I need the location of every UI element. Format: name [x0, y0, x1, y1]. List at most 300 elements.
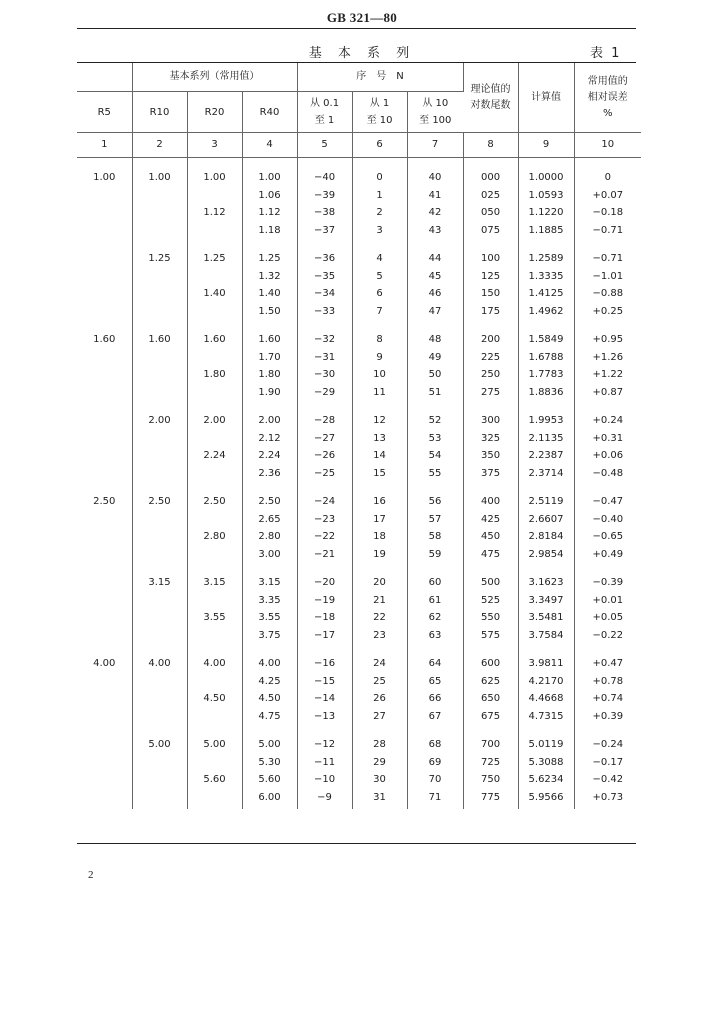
table-row [77, 493, 641, 511]
cell-err: −0.17 [592, 756, 624, 768]
spacer-cell [352, 563, 407, 574]
cell-r20 [187, 673, 242, 691]
spacer-cell [463, 320, 518, 331]
cell-mant: 175 [463, 303, 518, 321]
cell-n3: 49 [407, 349, 463, 367]
cell-calc: 1.7783 [518, 366, 574, 384]
cell-r5 [77, 789, 132, 807]
table-row [77, 447, 641, 465]
cell-r5: 1.60 [77, 331, 132, 349]
cell-n3: 52 [407, 412, 463, 430]
spacer-cell [242, 401, 297, 412]
header-mantissa-line2: 对数尾数 [470, 99, 511, 111]
spacer-cell [77, 563, 132, 574]
cell-n1: −36 [297, 250, 352, 268]
table-row [77, 204, 641, 222]
cell-r20: 5.00 [187, 736, 242, 754]
cell-r20: 1.40 [187, 285, 242, 303]
cell-n2: 2 [352, 204, 407, 222]
spacer-cell [242, 158, 297, 170]
spacer-cell [297, 482, 352, 493]
cell-r5 [77, 303, 132, 321]
cell-r40: 3.00 [242, 546, 297, 564]
cell-r5 [77, 366, 132, 384]
spacer-cell [77, 482, 132, 493]
cell-err: +0.49 [592, 548, 624, 560]
cell-n2: 24 [352, 655, 407, 673]
column-number: 1 [77, 133, 132, 158]
cell-r40: 2.00 [242, 412, 297, 430]
cell-r40: 2.65 [242, 511, 297, 529]
cell-n3: 66 [407, 690, 463, 708]
cell-n3: 61 [407, 592, 463, 610]
cell-r20 [187, 546, 242, 564]
cell-n1: −17 [297, 627, 352, 645]
table-body [77, 63, 641, 809]
cell-r5 [77, 627, 132, 645]
table-row [77, 736, 641, 754]
cell-r20 [187, 349, 242, 367]
cell-r20: 3.15 [187, 574, 242, 592]
cell-r20: 4.50 [187, 690, 242, 708]
cell-r40: 1.18 [242, 222, 297, 240]
cell-r10: 1.60 [132, 331, 187, 349]
cell-r10: 4.00 [132, 655, 187, 673]
spacer-cell [132, 725, 187, 736]
spacer-cell [352, 320, 407, 331]
cell-r20: 1.00 [187, 169, 242, 187]
cell-err: +0.31 [592, 432, 624, 444]
header-calculated: 计算值 [518, 63, 574, 133]
spacer-cell [407, 320, 463, 331]
spacer-cell [518, 401, 574, 412]
table-row [77, 285, 641, 303]
spacer-cell [352, 482, 407, 493]
spacer-cell [574, 725, 641, 736]
cell-err: −0.65 [592, 531, 624, 542]
table-row [77, 412, 641, 430]
cell-mant: 325 [463, 430, 518, 448]
spacer-cell [407, 725, 463, 736]
spacer-cell [242, 644, 297, 655]
cell-mant: 050 [463, 204, 518, 222]
cell-calc: 3.7584 [518, 627, 574, 645]
cell-mant: 300 [463, 412, 518, 430]
spacer-cell [407, 644, 463, 655]
cell-mant: 425 [463, 511, 518, 529]
cell-r40: 3.55 [242, 609, 297, 627]
spacer-cell [77, 725, 132, 736]
cell-n2: 29 [352, 754, 407, 772]
column-number: 3 [187, 133, 242, 158]
spacer-cell [187, 725, 242, 736]
spacer-cell [352, 158, 407, 170]
spacer-cell [187, 644, 242, 655]
spacer-cell [352, 239, 407, 250]
cell-n3: 58 [407, 528, 463, 546]
table-row [77, 673, 641, 691]
cell-mant: 125 [463, 268, 518, 286]
spacer-cell [77, 401, 132, 412]
table-row [77, 349, 641, 367]
header-r5: R5 [77, 92, 132, 133]
cell-r40: 1.60 [242, 331, 297, 349]
spacer-cell [518, 806, 574, 809]
cell-r5 [77, 736, 132, 754]
header-seq-b-line1: 从 1 [369, 98, 390, 109]
cell-calc: 2.6607 [518, 511, 574, 529]
table-number-label: 表 1 [590, 46, 622, 61]
cell-r10 [132, 303, 187, 321]
cell-n3: 51 [407, 384, 463, 402]
cell-n1: −32 [297, 331, 352, 349]
cell-mant: 600 [463, 655, 518, 673]
cell-n1: −25 [297, 465, 352, 483]
cell-err: −0.48 [592, 467, 624, 479]
column-number: 8 [463, 133, 518, 158]
cell-n3: 50 [407, 366, 463, 384]
cell-n3: 54 [407, 447, 463, 465]
spacer-cell [132, 482, 187, 493]
header-error-line1: 常用值的 [587, 75, 628, 87]
header-seq-0-1-to-1 [297, 92, 352, 133]
cell-r20 [187, 627, 242, 645]
cell-n1: −18 [297, 609, 352, 627]
spacer-cell [574, 158, 641, 170]
cell-n2: 5 [352, 268, 407, 286]
cell-r5 [77, 412, 132, 430]
cell-calc: 5.6234 [518, 771, 574, 789]
cell-r10 [132, 384, 187, 402]
header-error-line2: 相对误差 [587, 91, 628, 103]
cell-mant: 750 [463, 771, 518, 789]
spacer-row [77, 158, 641, 170]
cell-n1: −30 [297, 366, 352, 384]
table-row [77, 789, 641, 807]
column-number: 2 [132, 133, 187, 158]
table-row [77, 690, 641, 708]
cell-n3: 68 [407, 736, 463, 754]
cell-err: +0.74 [592, 693, 624, 704]
cell-n2: 7 [352, 303, 407, 321]
cell-mant: 200 [463, 331, 518, 349]
group-gap-row [77, 320, 641, 331]
cell-r5 [77, 268, 132, 286]
cell-r10: 1.00 [132, 169, 187, 187]
cell-calc: 2.1135 [518, 430, 574, 448]
cell-r20 [187, 430, 242, 448]
table-row [77, 169, 641, 187]
cell-n2: 11 [352, 384, 407, 402]
cell-r20: 1.12 [187, 204, 242, 222]
cell-r20 [187, 303, 242, 321]
header-r10: R10 [132, 92, 187, 133]
cell-n2: 17 [352, 511, 407, 529]
cell-n2: 3 [352, 222, 407, 240]
cell-calc: 5.0119 [518, 736, 574, 754]
cell-err: −1.01 [592, 270, 624, 282]
cell-n1: −9 [297, 789, 352, 807]
cell-r20: 3.55 [187, 609, 242, 627]
cell-calc: 1.4125 [518, 285, 574, 303]
spacer-cell [407, 563, 463, 574]
cell-n3: 63 [407, 627, 463, 645]
cell-n3: 59 [407, 546, 463, 564]
cell-r5: 1.00 [77, 169, 132, 187]
cell-r10 [132, 349, 187, 367]
table-bottom-rule [77, 843, 636, 844]
cell-calc: 1.6788 [518, 349, 574, 367]
cell-calc: 2.5119 [518, 493, 574, 511]
cell-err: −0.39 [592, 577, 624, 588]
cell-err: +0.25 [592, 305, 624, 317]
cell-r10 [132, 204, 187, 222]
column-number-row [77, 133, 641, 158]
cell-r5 [77, 511, 132, 529]
cell-r40: 2.12 [242, 430, 297, 448]
cell-n3: 64 [407, 655, 463, 673]
cell-r40: 4.75 [242, 708, 297, 726]
cell-calc: 1.2589 [518, 250, 574, 268]
cell-err: +1.26 [592, 351, 624, 363]
cell-r20 [187, 708, 242, 726]
cell-r10 [132, 430, 187, 448]
cell-calc: 1.1220 [518, 204, 574, 222]
cell-n1: −40 [297, 169, 352, 187]
spacer-cell [132, 644, 187, 655]
group-gap-row [77, 563, 641, 574]
cell-n2: 18 [352, 528, 407, 546]
cell-n2: 20 [352, 574, 407, 592]
cell-mant: 350 [463, 447, 518, 465]
cell-n2: 22 [352, 609, 407, 627]
spacer-cell [518, 482, 574, 493]
cell-calc: 1.9953 [518, 412, 574, 430]
header-mantissa [463, 63, 518, 133]
cell-r5 [77, 771, 132, 789]
spacer-cell [407, 239, 463, 250]
cell-mant: 550 [463, 609, 518, 627]
table-row [77, 268, 641, 286]
cell-calc: 3.1623 [518, 574, 574, 592]
cell-n3: 55 [407, 465, 463, 483]
cell-n1: −13 [297, 708, 352, 726]
cell-calc: 4.2170 [518, 673, 574, 691]
cell-n3: 57 [407, 511, 463, 529]
cell-r10: 2.50 [132, 493, 187, 511]
spacer-cell [352, 644, 407, 655]
cell-r40: 3.35 [242, 592, 297, 610]
cell-r20: 1.80 [187, 366, 242, 384]
cell-n1: −12 [297, 736, 352, 754]
cell-mant: 575 [463, 627, 518, 645]
column-number: 4 [242, 133, 297, 158]
spacer-cell [574, 239, 641, 250]
table-row [77, 511, 641, 529]
column-number: 7 [407, 133, 463, 158]
cell-r40: 3.15 [242, 574, 297, 592]
cell-n2: 4 [352, 250, 407, 268]
cell-r5 [77, 574, 132, 592]
cell-r40: 2.24 [242, 447, 297, 465]
cell-r40: 5.60 [242, 771, 297, 789]
spacer-cell [518, 320, 574, 331]
cell-err: +0.78 [592, 675, 624, 687]
cell-r5: 2.50 [77, 493, 132, 511]
cell-mant: 775 [463, 789, 518, 807]
cell-r5 [77, 285, 132, 303]
column-number: 10 [574, 133, 641, 158]
cell-err: +0.47 [592, 658, 624, 669]
cell-n3: 53 [407, 430, 463, 448]
cell-mant: 150 [463, 285, 518, 303]
cell-calc: 1.1885 [518, 222, 574, 240]
cell-n2: 0 [352, 169, 407, 187]
header-row-group [77, 63, 641, 92]
spacer-cell [518, 563, 574, 574]
table-row [77, 592, 641, 610]
cell-n1: −38 [297, 204, 352, 222]
cell-mant: 250 [463, 366, 518, 384]
column-number: 6 [352, 133, 407, 158]
cell-mant: 450 [463, 528, 518, 546]
header-seq-a-line1: 从 0.1 [309, 98, 340, 109]
cell-n2: 21 [352, 592, 407, 610]
spacer-cell [132, 563, 187, 574]
cell-r10 [132, 187, 187, 205]
cell-mant: 275 [463, 384, 518, 402]
cell-n3: 42 [407, 204, 463, 222]
cell-calc: 1.4962 [518, 303, 574, 321]
cell-calc: 5.9566 [518, 789, 574, 807]
spacer-cell [518, 239, 574, 250]
cell-r40: 1.90 [242, 384, 297, 402]
spacer-cell [242, 725, 297, 736]
table-row [77, 465, 641, 483]
cell-n3: 70 [407, 771, 463, 789]
cell-n3: 44 [407, 250, 463, 268]
cell-n1: −28 [297, 412, 352, 430]
cell-r10 [132, 592, 187, 610]
group-gap-row [77, 482, 641, 493]
header-seq-b-line2: 至 10 [366, 115, 393, 126]
cell-n3: 40 [407, 169, 463, 187]
spacer-cell [187, 482, 242, 493]
cell-n3: 45 [407, 268, 463, 286]
spacer-cell [352, 725, 407, 736]
table-row [77, 771, 641, 789]
spacer-cell [297, 401, 352, 412]
cell-err: −0.71 [592, 224, 624, 236]
cell-r10 [132, 546, 187, 564]
cell-r5 [77, 222, 132, 240]
cell-r10: 1.25 [132, 250, 187, 268]
cell-n1: −20 [297, 574, 352, 592]
spacer-cell [463, 806, 518, 809]
cell-n3: 67 [407, 708, 463, 726]
cell-r20 [187, 268, 242, 286]
cell-err: −0.18 [592, 207, 624, 218]
cell-err: −0.22 [592, 629, 624, 641]
cell-r5 [77, 690, 132, 708]
table-row [77, 222, 641, 240]
cell-n1: −24 [297, 493, 352, 511]
cell-r40: 5.30 [242, 754, 297, 772]
cell-r20: 1.60 [187, 331, 242, 349]
cell-n1: −23 [297, 511, 352, 529]
spacer-cell [132, 320, 187, 331]
spacer-cell [574, 482, 641, 493]
cell-mant: 650 [463, 690, 518, 708]
spacer-cell [407, 482, 463, 493]
cell-r10 [132, 673, 187, 691]
cell-n1: −14 [297, 690, 352, 708]
cell-r10: 3.15 [132, 574, 187, 592]
cell-mant: 225 [463, 349, 518, 367]
cell-mant: 500 [463, 574, 518, 592]
cell-mant: 000 [463, 169, 518, 187]
cell-n3: 69 [407, 754, 463, 772]
spacer-cell [187, 320, 242, 331]
cell-n1: −31 [297, 349, 352, 367]
header-sequence-number: 序 号 N [297, 63, 463, 92]
cell-n3: 43 [407, 222, 463, 240]
cell-r40: 1.80 [242, 366, 297, 384]
cell-r40: 2.36 [242, 465, 297, 483]
header-rule [77, 28, 636, 29]
spacer-cell [463, 239, 518, 250]
table-row [77, 754, 641, 772]
spacer-cell [463, 158, 518, 170]
header-r20: R20 [187, 92, 242, 133]
cell-r5 [77, 609, 132, 627]
spacer-cell [574, 320, 641, 331]
cell-n3: 41 [407, 187, 463, 205]
cell-err: 0 [604, 172, 611, 183]
cell-r10 [132, 528, 187, 546]
cell-r20 [187, 187, 242, 205]
cell-n3: 48 [407, 331, 463, 349]
cell-r40: 6.00 [242, 789, 297, 807]
cell-n2: 31 [352, 789, 407, 807]
cell-r10: 2.00 [132, 412, 187, 430]
table-row [77, 366, 641, 384]
cell-r10 [132, 708, 187, 726]
cell-r10 [132, 366, 187, 384]
spacer-cell [297, 239, 352, 250]
header-seq-1-to-10 [352, 92, 407, 133]
cell-n1: −26 [297, 447, 352, 465]
cell-r10 [132, 511, 187, 529]
cell-calc: 2.8184 [518, 528, 574, 546]
cell-r5 [77, 465, 132, 483]
cell-calc: 2.3714 [518, 465, 574, 483]
spacer-cell [132, 806, 187, 809]
cell-r5 [77, 204, 132, 222]
cell-r10 [132, 285, 187, 303]
cell-n2: 12 [352, 412, 407, 430]
spacer-cell [77, 158, 132, 170]
cell-n2: 13 [352, 430, 407, 448]
cell-r40: 1.00 [242, 169, 297, 187]
cell-err: +0.95 [592, 334, 624, 345]
column-number: 9 [518, 133, 574, 158]
cell-n2: 28 [352, 736, 407, 754]
cell-r5 [77, 754, 132, 772]
group-gap-row [77, 725, 641, 736]
spacer-cell [407, 401, 463, 412]
cell-n2: 14 [352, 447, 407, 465]
